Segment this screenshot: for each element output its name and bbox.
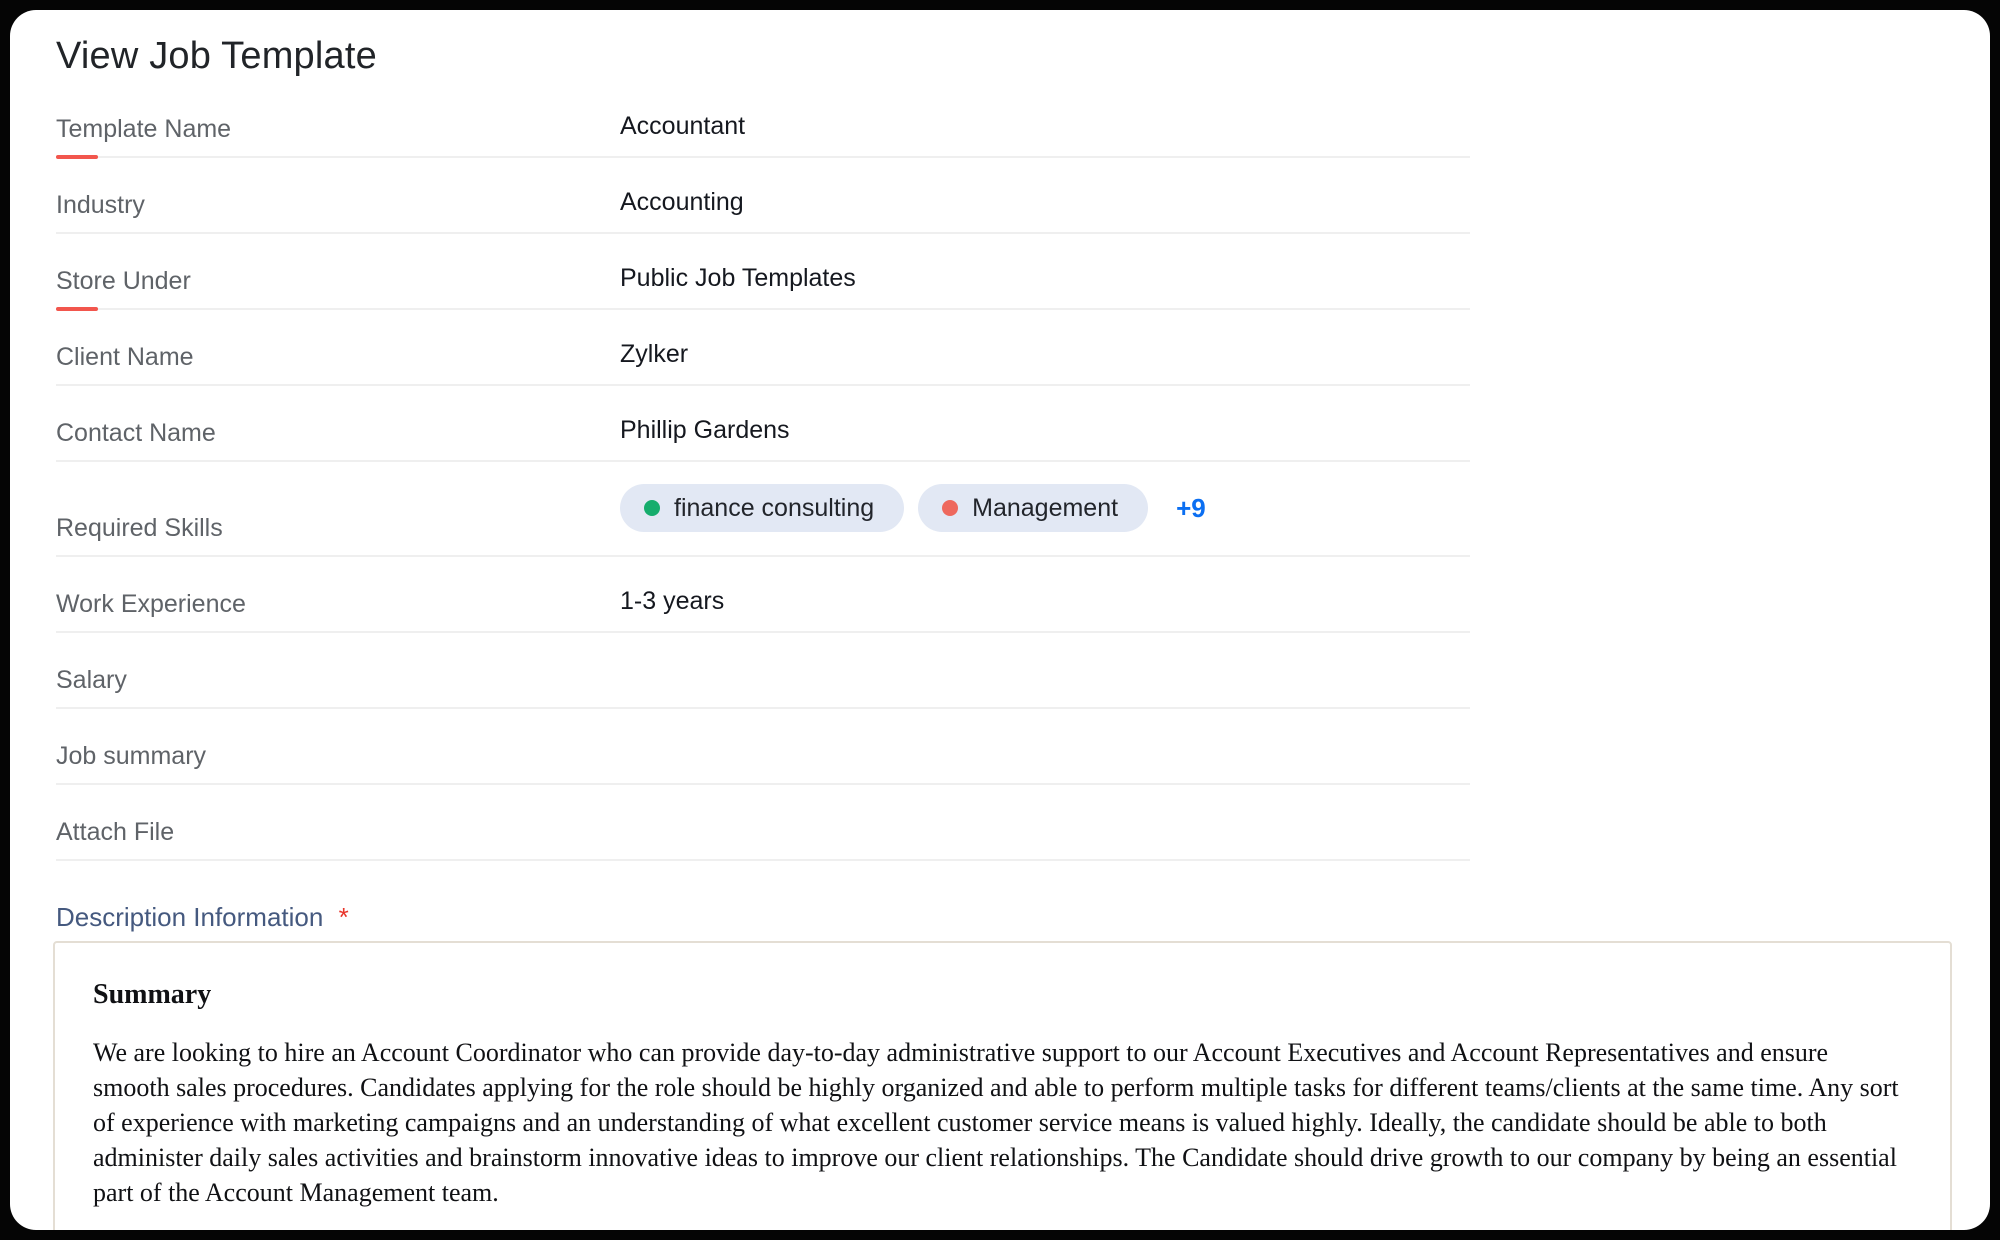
description-content-box	[53, 941, 1952, 1230]
template-name-label: Template Name	[56, 115, 232, 143]
page-title: View Job Template	[56, 35, 377, 77]
skill-dot-red-icon	[942, 500, 958, 516]
field-row-job-summary	[56, 709, 1470, 785]
client-name-value: Zylker	[620, 340, 689, 368]
work-experience-value: 1-3 years	[620, 587, 725, 615]
field-row-client-name	[56, 310, 1470, 386]
view-job-template-dialog	[10, 10, 1990, 1230]
skills-chip-list	[620, 484, 1206, 532]
salary-label: Salary	[56, 666, 127, 694]
job-template-form	[56, 82, 1470, 861]
skill-dot-green-icon	[644, 500, 660, 516]
field-row-attach-file	[56, 785, 1470, 861]
description-body-text: We are looking to hire an Account Coordinator who can provide day-to-day administrative support to our Account Executives and Account Representatives and ensure smooth sales procedures. Candidates applying for the role should be highly organized and able to perform multiple tasks for different teams/clients at the same time. Any sort of experience with marketing campaigns and an understanding of what excellent customer service means is valued highly. Ideally, the candidate should be able to both administer daily sales activities and brainstorm innovative ideas to improve our client relationships. The Candidate should drive growth to our company by being an essential part of the Account Management team.	[93, 1038, 1899, 1207]
template-name-value: Accountant	[620, 112, 746, 140]
field-row-required-skills	[56, 462, 1470, 557]
industry-value: Accounting	[620, 188, 744, 216]
description-information-heading	[56, 901, 1990, 933]
field-row-contact-name	[56, 386, 1470, 462]
field-row-work-experience	[56, 557, 1470, 633]
work-experience-label: Work Experience	[56, 590, 246, 618]
skill-chip-finance-consulting	[620, 484, 904, 532]
client-name-label: Client Name	[56, 343, 194, 371]
contact-name-value: Phillip Gardens	[620, 416, 790, 444]
attach-file-label: Attach File	[56, 818, 175, 846]
description-summary-heading: Summary	[93, 979, 212, 1010]
industry-label: Industry	[56, 191, 145, 219]
field-row-store-under	[56, 234, 1470, 310]
store-under-value: Public Job Templates	[620, 264, 856, 292]
skill-chip-label: finance consulting	[674, 493, 875, 522]
job-summary-label: Job summary	[56, 742, 207, 770]
skill-chip-label: Management	[972, 493, 1119, 522]
skill-chip-management	[918, 484, 1148, 532]
contact-name-label: Contact Name	[56, 419, 216, 447]
field-row-template-name	[56, 82, 1470, 158]
required-asterisk: *	[338, 902, 349, 932]
more-skills-link[interactable]: +9	[1176, 492, 1206, 523]
required-skills-label: Required Skills	[56, 514, 223, 542]
store-under-label: Store Under	[56, 267, 191, 295]
field-row-salary	[56, 633, 1470, 709]
field-row-industry	[56, 158, 1470, 234]
description-information-label: Description Information	[56, 902, 324, 932]
